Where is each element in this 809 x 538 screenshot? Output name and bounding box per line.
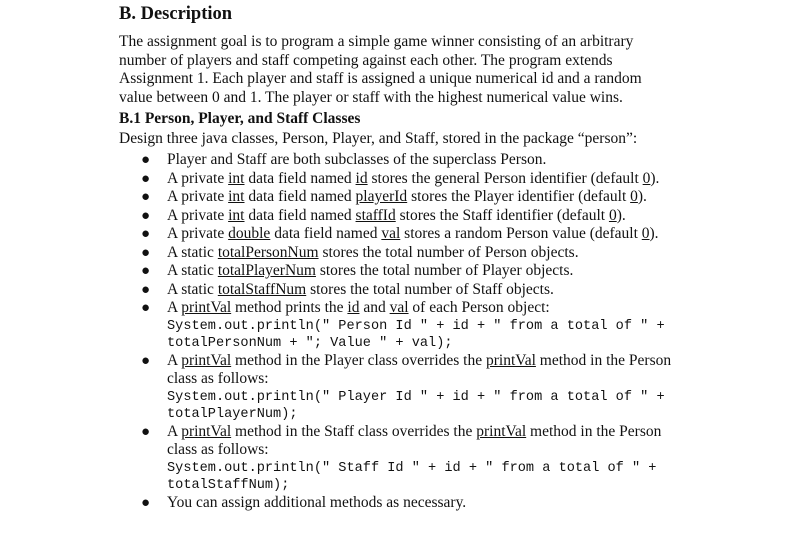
item-text: Player and Staff are both subclasses of the superclass Person. <box>167 151 547 168</box>
item-text: stores the Staff identifier (default <box>395 206 609 224</box>
code-line: totalPersonNum + "; Value " + val); <box>167 335 453 351</box>
list-item <box>119 207 719 226</box>
code-line: System.out.println(" Player Id " + id + " from a total of " + <box>167 389 665 405</box>
item-text: A static <box>167 243 218 261</box>
method-name: printVal <box>181 422 232 440</box>
item-text: stores the total number of Person objects. <box>318 243 579 261</box>
type-keyword: int <box>228 206 245 224</box>
list-item <box>119 299 719 352</box>
list-item <box>119 225 719 244</box>
bullet-icon: ● <box>141 281 151 298</box>
item-text: ). <box>650 169 660 187</box>
item-text: A private <box>167 188 229 205</box>
type-keyword: int <box>228 188 245 205</box>
item-text: data field named <box>244 188 356 205</box>
bullet-icon: ● <box>141 244 151 261</box>
list-item <box>119 281 719 300</box>
item-text: method in the Staff class overrides the <box>231 422 477 440</box>
method-name: printVal <box>181 351 232 369</box>
field-name: totalPersonNum <box>217 243 319 261</box>
bullet-icon: ● <box>141 152 151 168</box>
code-line: totalStaffNum); <box>167 477 290 493</box>
paragraph-line: Assignment 1. Each player and staff is assigned a unique numerical id and a random <box>119 70 642 87</box>
item-text: method in the Player class overrides the <box>231 351 486 369</box>
item-text: A <box>167 299 182 316</box>
type-keyword: int <box>228 169 245 187</box>
item-text: stores the total number of Staff objects. <box>306 280 554 298</box>
paragraph-line: The assignment goal is to program a simple game winner consisting of an arbitrary <box>119 33 634 50</box>
list-item <box>119 423 719 494</box>
code-line: totalPlayerNum); <box>167 406 298 422</box>
field-name: staffId <box>355 206 396 224</box>
item-text: stores the Player identifier (default <box>407 188 631 205</box>
field-name: val <box>389 299 409 316</box>
field-name: totalStaffNum <box>217 280 307 298</box>
section-heading: B. Description <box>119 4 233 24</box>
field-name: playerId <box>355 188 408 205</box>
bullet-icon: ● <box>141 494 151 511</box>
list-item <box>119 494 719 513</box>
method-name: printVal <box>181 299 232 316</box>
bullet-icon: ● <box>141 226 151 242</box>
item-text: ). <box>616 206 626 224</box>
default-value: 0 <box>641 225 650 242</box>
list-item <box>119 352 719 423</box>
item-text: A static <box>167 262 218 279</box>
bullet-icon: ● <box>141 207 151 224</box>
item-text: data field named <box>244 206 356 224</box>
field-name: id <box>355 169 368 187</box>
code-line: System.out.println(" Person Id " + id + " from a total of " + <box>167 318 665 334</box>
item-text: ). <box>649 225 659 242</box>
requirements-list <box>119 151 719 512</box>
item-text: class as follows: <box>167 441 269 458</box>
paragraph-line: value between 0 and 1. The player or staff with the highest numerical value wins. <box>119 88 623 106</box>
bullet-icon: ● <box>141 263 151 279</box>
subsection-heading: B.1 Person, Player, and Staff Classes <box>119 110 361 127</box>
list-item <box>119 244 719 263</box>
bullet-icon: ● <box>141 300 151 316</box>
item-text: method in the Person <box>535 351 672 369</box>
field-name: id <box>347 299 360 316</box>
default-value: 0 <box>642 169 651 187</box>
bullet-icon: ● <box>141 170 151 187</box>
default-value: 0 <box>608 206 617 224</box>
method-name: printVal <box>476 422 527 440</box>
default-value: 0 <box>630 188 638 205</box>
field-name: totalPlayerNum <box>217 262 316 279</box>
item-text: A private <box>167 206 229 224</box>
item-text: A static <box>167 280 218 298</box>
paragraph-line: number of players and staff competing against each other. The program extends <box>119 51 613 69</box>
item-text: stores the general Person identifier (default <box>367 169 643 187</box>
list-item <box>119 151 719 170</box>
list-item <box>119 170 719 189</box>
item-text: data field named <box>270 225 382 242</box>
item-text: and <box>359 299 390 316</box>
bullet-icon: ● <box>141 423 151 440</box>
type-keyword: double <box>228 225 271 242</box>
item-text: stores a random Person value (default <box>400 225 642 242</box>
item-text: data field named <box>244 169 356 187</box>
bullet-icon: ● <box>141 352 151 369</box>
item-text: A <box>167 422 182 440</box>
item-text: method prints the <box>231 299 348 316</box>
item-text: class as follows: <box>167 370 269 387</box>
code-line: System.out.println(" Staff Id " + id + " from a total of " + <box>167 460 657 476</box>
item-text: stores the total number of Player objects. <box>315 262 574 279</box>
design-intro: Design three java classes, Person, Player, and Staff, stored in the package “person”: <box>119 130 638 147</box>
item-text: ). <box>637 188 647 205</box>
bullet-icon: ● <box>141 189 151 205</box>
item-text: A <box>167 351 182 369</box>
description-paragraph <box>119 33 679 107</box>
item-text: A private <box>167 225 229 242</box>
item-text: A private <box>167 169 229 187</box>
field-name: val <box>381 225 401 242</box>
item-text: method in the Person <box>526 422 662 440</box>
method-name: printVal <box>485 351 536 369</box>
list-item <box>119 188 719 207</box>
list-item <box>119 262 719 281</box>
item-text: of each Person object: <box>408 299 550 316</box>
item-text: You can assign additional methods as necessary. <box>167 493 467 511</box>
